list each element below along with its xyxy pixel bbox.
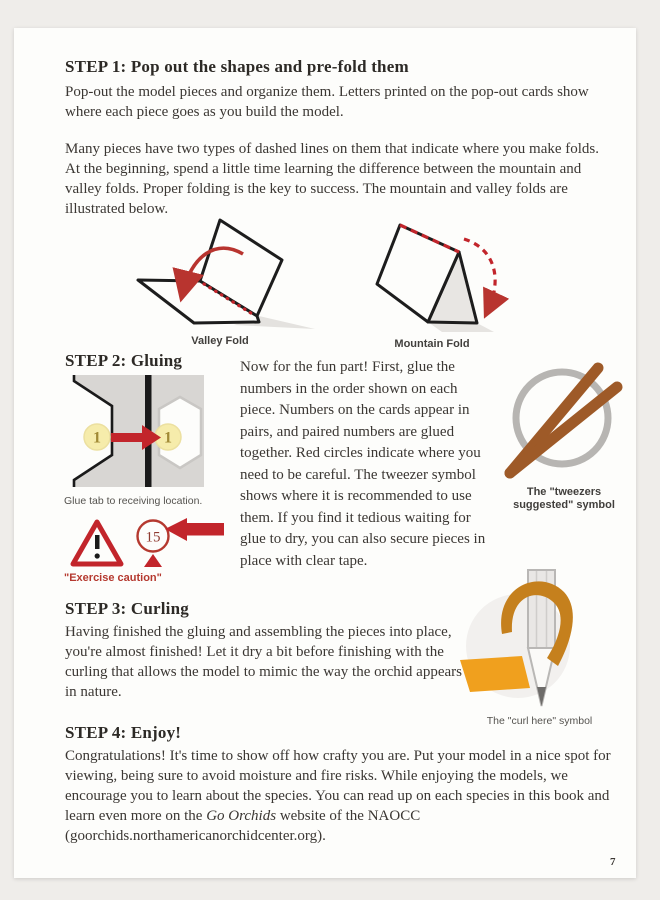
step4-paragraph [65,746,621,846]
step1-paragraph-2: Many pieces have two types of dashed lines on them that indicate where you make folds. At the beginning, spend a little time learning the difference between the mountain and valley folds. Proper folding is the key to success. The mountain and valley folds are illustrated below. [65,141,600,217]
caution-figure [64,516,239,585]
page-number: 7 [610,856,616,868]
step4-text-end: website of the NAOCC (goorchids.northamericanorchidcenter.org). [65,808,421,844]
glue-tab-caption: Glue tab to receiving location. [64,495,203,507]
valley-fold-icon [122,216,318,332]
step1-heading: STEP 1: Pop out the shapes and pre-fold them [65,57,409,76]
paper-strip-icon [460,656,530,692]
step1-paragraph-1: Pop-out the model pieces and organize them. Letters printed on the pop-out cards show where each piece goes as you build the model. [65,84,589,120]
curl-here-caption: The "curl here" symbol [486,715,593,727]
mountain-fold-caption: Mountain Fold [394,338,470,350]
glue-number-left: 1 [93,429,101,447]
step4-text-start: Congratulations! It's time to show off how crafty you are. Put your model in a nice spot for viewing, being sure to avoid moisture and fire risks. While enjoying the models, we encourage you to learn about the species. You can read up on each species in this book and learn even more on the [65,748,611,824]
curl-here-figure [452,568,627,728]
step4-text-italic: Go Orchids [206,808,277,824]
curl-here-icon [452,568,627,711]
tweezers-icon [494,360,634,482]
step2-paragraph: Now for the fun part! First, glue the numbers in the order shown on each piece. Numbers on the cards appear in pairs, and paired numbers are glued together. Red circles indicate where you need to be careful. The tweezer symbol shows where it is recommended to use them. If you find it tedious waiting for glue to dry, you can also secure pieces in place with clear tape. [240,359,486,569]
mountain-fold-figure [342,222,522,351]
glue-number-right: 1 [164,429,172,447]
step3-heading: STEP 3: Curling [65,599,189,618]
caution-symbols-icon [64,516,234,568]
glue-tab-diagram-icon [64,375,204,489]
tweezers-figure [494,360,634,512]
tweezers-caption-line1: The "tweezers [526,486,602,498]
caution-number: 15 [145,529,161,546]
mountain-fold-icon [342,222,522,334]
step3-paragraph: Having finished the gluing and assembling the pieces into place, you're almost finished! Let it dry a bit before finishing with the curling that allows the model to mimic the way the orchid appears in nature. [65,624,462,700]
step4-heading: STEP 4: Enjoy! [65,723,182,742]
caution-caption: "Exercise caution" [64,572,162,584]
valley-fold-figure [122,216,318,348]
tweezers-caption [494,486,634,512]
glue-tab-figure [64,375,214,508]
valley-fold-caption: Valley Fold [191,335,249,347]
step2-heading: STEP 2: Gluing [65,351,183,370]
tweezers-caption-line2: suggested" symbol [513,499,615,511]
